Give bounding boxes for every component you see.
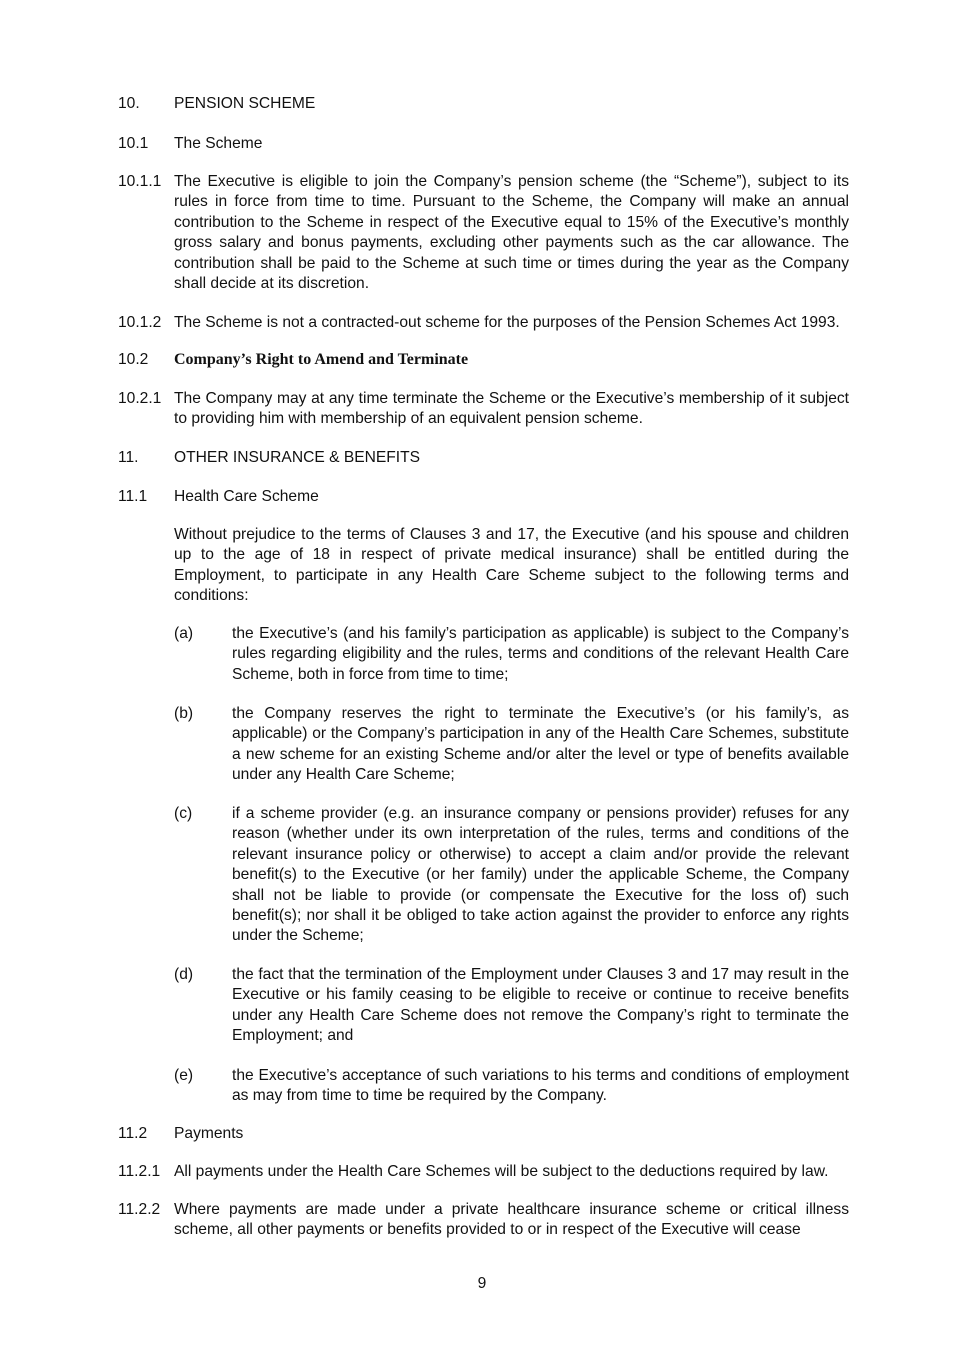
clause-10-2-heading <box>118 350 849 370</box>
item-label: (b) <box>174 705 194 722</box>
section-number: 10. <box>118 95 140 112</box>
section-heading-11 <box>118 448 849 468</box>
item-label: (d) <box>174 966 194 983</box>
clause-11-2-heading <box>118 1124 849 1144</box>
clause-number: 10.1 <box>118 135 149 152</box>
clause-11-2-1 <box>118 1162 849 1182</box>
clause-text: Without prejudice to the terms of Clauses 3 and 17, the Executive (and his spouse and children up to the age of 18 in respect of private medical insurance) shall be entitled during the Employment, to participate in any Health Care Scheme subject to the following terms and conditions: <box>174 526 849 605</box>
list-item-d <box>174 965 849 1047</box>
clause-title: The Scheme <box>174 135 263 152</box>
section-heading-10 <box>118 94 849 114</box>
clause-number: 11.2.2 <box>118 1201 161 1218</box>
clause-text: Where payments are made under a private healthcare insurance scheme or critical illness scheme, all other payments or benefits provided to or in respect of the Executive will cease <box>174 1201 849 1239</box>
clause-text: The Company may at any time terminate the Scheme or the Executive’s membership of it subject to providing him with membership of an equivalent pension scheme. <box>174 390 849 428</box>
clause-11-2-2 <box>118 1200 849 1241</box>
clause-text: All payments under the Health Care Schemes will be subject to the deductions required by law. <box>174 1163 829 1180</box>
clause-title: Company’s Right to Amend and Terminate <box>174 351 469 368</box>
list-item-a <box>174 624 849 685</box>
item-label: (c) <box>174 805 193 822</box>
item-text: if a scheme provider (e.g. an insurance company or pensions provider) refuses for any reason (whether under its own interpretation of the rules, terms and conditions of the relevant insurance policy or otherwise) to accept a claim and/or provide the relevant benefit(s) to the Executive (or her family) under the applicable Scheme, the Company shall not be liable to provide (or compensate the Executive for the loss of) such benefit(s); nor shall it be obliged to take action against the provider to enforce any rights under the Scheme; <box>232 805 849 945</box>
section-number: 11. <box>118 449 139 466</box>
clause-11-1-heading <box>118 487 849 507</box>
clause-11-1-intro <box>118 525 849 607</box>
clause-title: Payments <box>174 1125 244 1142</box>
clause-number: 10.2 <box>118 351 149 368</box>
clause-10-1-2 <box>118 313 849 333</box>
clause-number: 10.1.1 <box>118 173 162 190</box>
clause-number: 10.2.1 <box>118 390 162 407</box>
item-text: the Executive’s acceptance of such variations to his terms and conditions of employment as may from time to time be required by the Company. <box>232 1067 849 1105</box>
clause-number: 11.2.1 <box>118 1163 161 1180</box>
clause-text: The Scheme is not a contracted-out scheme for the purposes of the Pension Schemes Act 1993. <box>174 314 840 331</box>
clause-number: 10.1.2 <box>118 314 162 331</box>
page-number: 9 <box>477 1275 487 1292</box>
item-label: (e) <box>174 1067 194 1084</box>
section-title: PENSION SCHEME <box>174 95 316 112</box>
list-item-c <box>174 804 849 947</box>
clause-number: 11.1 <box>118 488 148 505</box>
list-item-b <box>174 704 849 786</box>
item-text: the fact that the termination of the Employment under Clauses 3 and 17 may result in the Executive or his family ceasing to be eligible to receive or continue to receive benefits under any Health Care Scheme does not remove the Company’s right to terminate the Employment; and <box>232 966 849 1045</box>
clause-text: The Executive is eligible to join the Company’s pension scheme (the “Scheme”), subject to its rules in force from time to time. Pursuant to the Scheme, the Company will make an annual contribution to the Scheme in respect of the Executive equal to 15% of the Executive’s monthly gross salary and bonus payments, excluding other payments such as the car allowance. The contribution shall be paid to the Scheme at such time or times during the year as the Company shall decide at its discretion. <box>174 173 849 293</box>
item-label: (a) <box>174 625 194 642</box>
clause-number: 11.2 <box>118 1125 148 1142</box>
section-title: OTHER INSURANCE & BENEFITS <box>174 449 421 466</box>
clause-10-1-heading <box>118 134 849 154</box>
clause-10-1-1 <box>118 172 849 294</box>
item-text: the Executive’s (and his family’s participation as applicable) is subject to the Company’s rules regarding eligibility and the rules, terms and conditions of the relevant Health Care Scheme, both in force from time to time; <box>232 625 849 683</box>
item-text: the Company reserves the right to terminate the Executive’s (or his family’s, as applicable) or the Company’s participation in any of the Health Care Schemes, substitute a new scheme for an existing Scheme and/or alter the level or type of benefits available under any Health Care Scheme; <box>232 705 849 784</box>
clause-title: Health Care Scheme <box>174 488 319 505</box>
clause-10-2-1 <box>118 389 849 430</box>
list-item-e <box>174 1066 849 1107</box>
